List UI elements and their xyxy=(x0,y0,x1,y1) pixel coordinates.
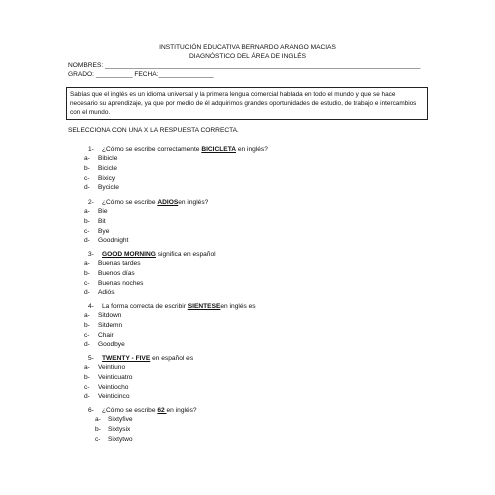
question-text: ¿Cómo se escribe xyxy=(102,407,158,414)
option-letter: d- xyxy=(84,184,90,192)
option-letter: d- xyxy=(84,341,90,349)
question-keyword: BICICLETA xyxy=(201,146,236,153)
option-letter: c- xyxy=(84,279,90,287)
answer-option[interactable] xyxy=(84,217,106,226)
answer-option[interactable] xyxy=(84,311,121,320)
instruction: SELECCIONA CON UNA X LA RESPUESTA CORRECTA. xyxy=(68,127,239,134)
answer-option[interactable] xyxy=(84,236,128,245)
question-number: 4- xyxy=(88,303,94,310)
answer-option[interactable] xyxy=(84,164,117,173)
option-label: Sitdemn xyxy=(98,321,123,329)
answer-option[interactable] xyxy=(84,207,108,216)
option-letter: c- xyxy=(84,383,90,391)
option-label: Bibicle xyxy=(98,155,118,162)
option-label: Bycicle xyxy=(98,184,119,192)
question-1 xyxy=(88,145,268,154)
option-label: Buenos días xyxy=(98,269,135,277)
option-label: Bye xyxy=(98,227,110,235)
answer-option[interactable] xyxy=(84,383,128,392)
answer-option[interactable] xyxy=(84,183,119,192)
question-number: 5- xyxy=(88,355,94,362)
intro-box: Sabías que el inglés es un idioma universal y la primera lengua comercial hablada en todo el mundo y que se hace necesario su aprendizaje, ya que por medio de él adquirimos grandes oportunidades de estudio, de trabajo e intercambios con el mundo. xyxy=(66,87,428,120)
answer-option[interactable] xyxy=(95,435,133,444)
option-letter: b- xyxy=(84,321,90,329)
question-keyword: GOOD MORNING xyxy=(102,251,156,258)
question-6 xyxy=(88,406,197,415)
question-text-end: en español es xyxy=(150,355,194,362)
question-4 xyxy=(88,302,256,311)
option-letter: b- xyxy=(84,217,90,225)
answer-option[interactable] xyxy=(84,392,130,401)
option-letter: b- xyxy=(95,425,101,433)
option-letter: b- xyxy=(84,269,90,277)
question-text-end: en inglés es xyxy=(220,303,256,310)
names-field: NOMBRES: ______________________________________________________________________________________ xyxy=(68,62,421,69)
question-text: ¿Cómo se escribe xyxy=(102,199,158,206)
grade-date-field: GRADO: __________ FECHA:_______________ xyxy=(68,71,214,78)
question-2 xyxy=(88,198,208,207)
option-label: Chair xyxy=(98,331,114,339)
option-letter: c- xyxy=(84,174,90,182)
school-name: INSTITUCIÓN EDUCATIVA BERNARDO ARANGO MACIAS xyxy=(159,44,336,51)
answer-option[interactable] xyxy=(84,259,141,268)
option-letter: a- xyxy=(95,416,101,423)
answer-option[interactable] xyxy=(84,363,125,372)
question-text-end: en inglés? xyxy=(178,199,209,206)
option-label: Goodbye xyxy=(98,341,125,349)
question-keyword: SIENTESE xyxy=(187,303,221,310)
option-letter: a- xyxy=(84,208,90,215)
answer-option[interactable] xyxy=(84,373,132,382)
option-letter: c- xyxy=(84,227,90,235)
option-letter: c- xyxy=(95,435,101,443)
question-text-end: significa en español xyxy=(155,251,216,258)
question-3 xyxy=(88,250,216,259)
question-number: 3- xyxy=(88,251,94,258)
option-letter: a- xyxy=(84,364,90,371)
option-label: Buenas tardes xyxy=(98,260,141,267)
option-label: Veinticinco xyxy=(98,393,130,401)
option-label: Bixicy xyxy=(98,174,116,182)
question-keyword: ADIOS xyxy=(157,199,179,206)
option-letter: b- xyxy=(84,164,90,172)
document-subtitle: DIAGNÓSTICO DEL ÁREA DE INGLÉS xyxy=(188,53,306,60)
answer-option[interactable] xyxy=(95,425,130,434)
answer-option[interactable] xyxy=(84,174,115,183)
answer-option[interactable] xyxy=(84,154,117,163)
answer-option[interactable] xyxy=(84,269,135,278)
option-label: Sixtytwo xyxy=(108,435,133,443)
question-text-end: en inglés? xyxy=(166,407,197,414)
question-keyword: TWENTY - FIVE xyxy=(102,355,151,362)
option-label: Goodnight xyxy=(98,237,129,245)
question-number: 6- xyxy=(88,407,94,414)
answer-option[interactable] xyxy=(84,340,125,349)
option-label: Bicicle xyxy=(98,164,118,172)
option-letter: d- xyxy=(84,289,90,297)
option-letter: c- xyxy=(84,331,90,339)
answer-option[interactable] xyxy=(84,279,143,288)
option-label: Sixtysix xyxy=(108,425,131,433)
question-text: ¿Cómo se escribe correctamente xyxy=(102,146,202,153)
question-keyword: 62 xyxy=(157,407,167,414)
option-letter: a- xyxy=(84,312,90,319)
option-label: Veinticuatro xyxy=(98,373,133,381)
option-label: Sixtyfive xyxy=(108,416,133,423)
question-5 xyxy=(88,354,193,363)
answer-option[interactable] xyxy=(95,415,133,424)
option-label: Buenas noches xyxy=(98,279,144,287)
answer-option[interactable] xyxy=(84,288,115,297)
answer-option[interactable] xyxy=(84,331,114,340)
option-letter: a- xyxy=(84,260,90,267)
question-number: 1- xyxy=(88,146,94,153)
option-label: Bie xyxy=(98,208,108,215)
question-text: La forma correcta de escribir xyxy=(102,303,188,310)
option-label: Veintiuno xyxy=(98,364,126,371)
option-letter: a- xyxy=(84,155,90,162)
option-letter: d- xyxy=(84,237,90,245)
option-letter: d- xyxy=(84,393,90,401)
option-label: Veintiocho xyxy=(98,383,129,391)
answer-option[interactable] xyxy=(84,227,109,236)
question-text-end: en inglés? xyxy=(236,146,268,153)
option-label: Sitdown xyxy=(98,312,122,319)
question-number: 2- xyxy=(88,199,94,206)
option-label: Bit xyxy=(98,217,106,225)
option-label: Adiós xyxy=(98,289,115,297)
option-letter: b- xyxy=(84,373,90,381)
answer-option[interactable] xyxy=(84,321,122,330)
